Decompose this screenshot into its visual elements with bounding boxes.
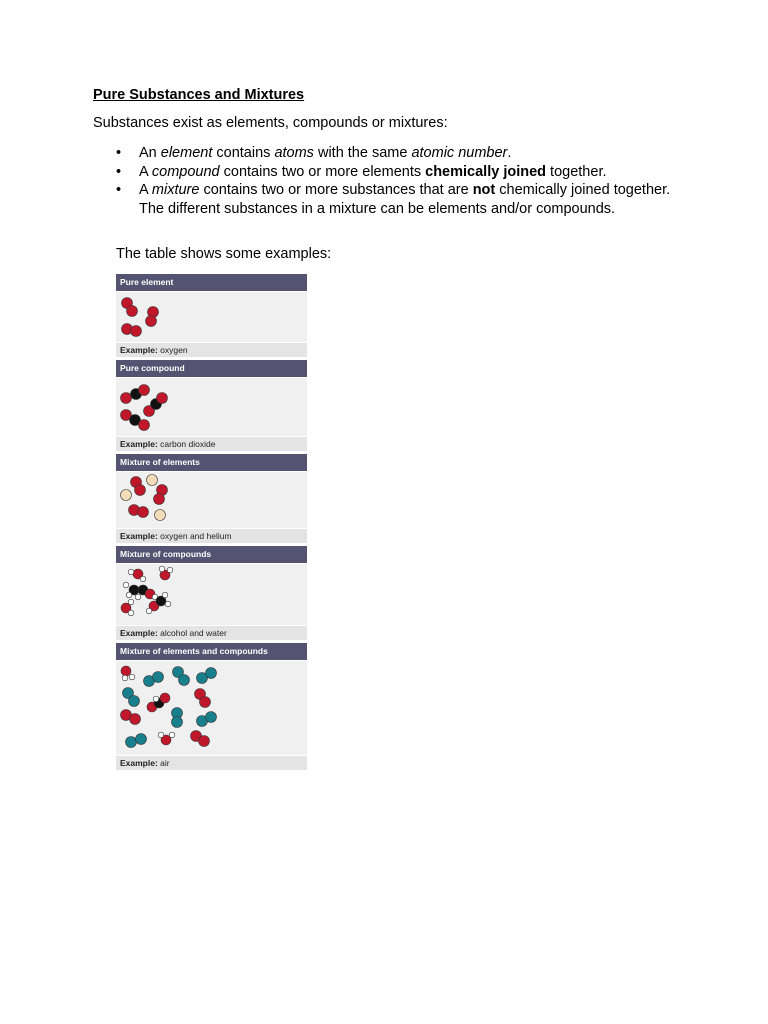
intro-text: Substances exist as elements, compounds or mixtures: (93, 115, 448, 131)
page-title: Pure Substances and Mixtures (93, 87, 305, 103)
section-example: Example: carbon dioxide (116, 436, 307, 451)
section-mixture-of-elements (116, 454, 307, 543)
molecule-illustration (116, 377, 307, 436)
section-example: Example: alcohol and water (116, 625, 307, 640)
section-pure-element (116, 274, 307, 357)
examples-table (116, 274, 307, 770)
section-heading: Mixture of compounds (116, 546, 307, 563)
section-heading: Mixture of elements (116, 454, 307, 471)
molecule-illustration (116, 660, 307, 755)
table-caption: The table shows some examples: (116, 246, 332, 262)
molecule-illustration (116, 291, 307, 342)
list-item: • A compound contains two or more elements chemically joined together. (116, 163, 676, 182)
section-example: Example: air (116, 755, 307, 770)
section-mixture-of-compounds (116, 546, 307, 640)
list-item: • A mixture contains two or more substances that are not chemically joined together. The different substances in a mixture can be elements and/or compounds. (116, 181, 676, 218)
section-heading: Pure element (116, 274, 307, 291)
section-heading: Pure compound (116, 360, 307, 377)
section-example: Example: oxygen and helium (116, 528, 307, 543)
section-example: Example: oxygen (116, 342, 307, 357)
section-mixture-of-elements-and-compounds (116, 643, 307, 770)
section-heading: Mixture of elements and compounds (116, 643, 307, 660)
definition-list (116, 144, 676, 218)
molecule-illustration (116, 471, 307, 528)
oxygen-molecule (122, 298, 159, 337)
section-pure-compound (116, 360, 307, 451)
molecule-illustration (116, 563, 307, 625)
list-item: • An element contains atoms with the same atomic number. (116, 144, 676, 163)
